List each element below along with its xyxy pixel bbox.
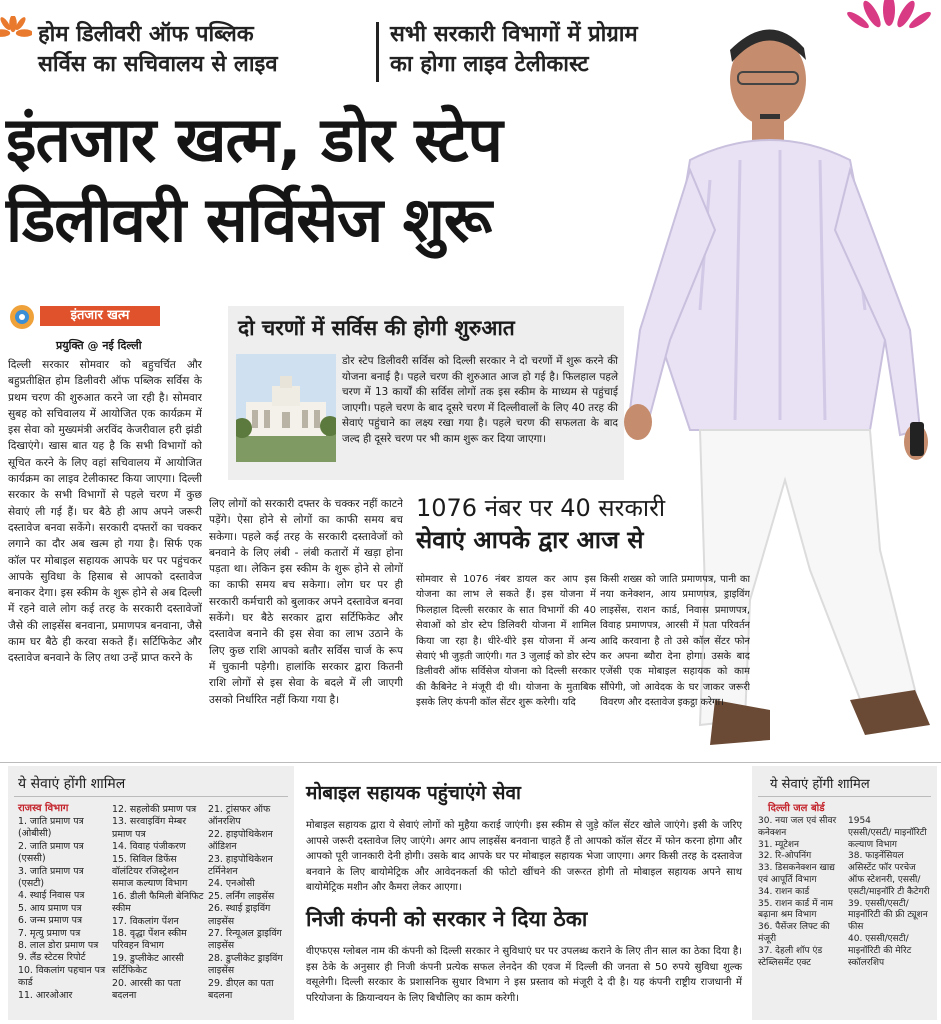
list-item: 22. हाइपोथिकेशन ऑडिशन <box>208 828 273 853</box>
phase-box-title: दो चरणों में सर्विस की होगी शुरुआत <box>238 316 515 340</box>
services-left-rule <box>14 796 288 797</box>
mobile-story-text: मोबाइल सहायक द्वारा ये सेवाएं लोगों को मुहैया कराई जाएंगी। इस स्कीम से जुड़े कॉल सेंटर खोले जाएंगे। इसी के जरिए आपसे जरूरी दस्तावेज लिए जाएंगे। अगर आप लाइसेंस बनवाना चाहते हैं तो आपको कॉल सेंटर में फोन करना होगा और आपको पूरी जानकारी देनी होगी। उसके बाद आपके घर पर मोबाइल सहायक भेजा जाएगा। अगर किसी तरह के दस्तावेज बनवाने के लिए बायोमेट्रिक और आवेदनकर्ता की फोटो खींचने की जरूरत होगी तो मोबाइल सहायक अपने साथ बायोमेट्रिक मशीन और कैमरा लेकर आएगा। <box>306 820 742 894</box>
list-item: समाज कल्याण विभाग <box>112 878 188 890</box>
list-item: 19. डुप्लीकेट आरसी सर्टिफिकेट <box>112 952 184 977</box>
services-right-title: ये सेवाएं होंगी शामिल <box>770 777 870 792</box>
section-divider <box>0 762 941 763</box>
list-item: 16. डीली फैमिली बेनिफिट स्कीम <box>112 890 204 915</box>
kicker-right-line1: सभी सरकारी विभागों में प्रोग्राम <box>390 22 638 47</box>
headline-line1: इंतजार खत्म, डोर स्टेप <box>6 103 502 176</box>
list-item: 1954 <box>848 816 871 826</box>
list-item: 11. आरओआर <box>18 989 73 1001</box>
kicker-separator <box>376 22 379 82</box>
list-item: 20. आरसी का पता बदलना <box>112 977 181 1002</box>
list-item: 14. विवाह पंजीकरण <box>112 841 186 853</box>
services-left-list-2 <box>112 804 204 1003</box>
kicker-left <box>38 20 378 80</box>
list-item: 12. सहलोकी प्रमाण पत्र <box>112 804 197 815</box>
private-story-text: वीएफएस ग्लोबल नाम की कंपनी को दिल्ली सरकार ने सुविधाएं घर पर उपलब्ध कराने के लिए तीन साल का ठेका दिया है। इस ठेके के अनुसार ही निजी कंपनी प्रत्येक सफल लेनदेन की एवज में दिल्ली की जनता से 50 रुपये सुविधा शुल्क वसूलेगी। दिल्ली सरकार के प्रशासनिक सुधार विभाग ने इस प्रस्ताव को मंजूरी दे दी है। यह कंपनी राष्ट्रीय राजधानी में परियोजना के क्रियान्वयन के लिए बिचौलिए का काम करेगी। <box>306 946 742 1004</box>
section-badge: इंतजार खत्म <box>40 306 160 326</box>
list-item: 23. हाइपोथिकेशन टर्मिनेशन <box>208 853 273 878</box>
list-item: 15. सिविल डिफेंस वॉलंटियर रजिस्ट्रेशन <box>112 853 179 878</box>
list-item: 37. देहली शॉप एंड स्टेब्लिसमेंट एक्ट <box>758 945 823 968</box>
services-left-list-1 <box>18 816 106 1002</box>
services-left-title: ये सेवाएं होंगी शामिल <box>18 776 126 792</box>
list-item: 36. पैसेंजर लिफ्ट की मंजूरी <box>758 922 830 944</box>
story-1076-title-line1: 1076 नंबर पर 40 सरकारी <box>416 494 666 522</box>
list-item: 1. जाति प्रमाण पत्र (ओबीसी) <box>18 816 84 840</box>
emblem-icon <box>8 303 36 331</box>
list-item: 27. रिन्यूअल ड्राइविंग लाइसेंस <box>208 928 282 952</box>
list-item: 7. मृत्यु प्रमाण पत्र <box>18 927 81 939</box>
list-item: 18. वृद्धा पेंशन स्कीम परिवहन विभाग <box>112 928 187 952</box>
main-story-column-1: दिल्ली सरकार सोमवार को बहुचर्चित और बहुप्रतीक्षित होम डिलीवरी ऑफ पब्लिक सर्विस के प्रथम चरण की शुरुआत करने जा रही है। सोमवार सुबह को सचिवालय में आयोजित एक कार्यक्रम में इस सेवा को मुख्यमंत्री अरविंद केजरीवाल हरी झंडी दिखाएंगे। खास बात यह है कि सभी विभागों को सूचित करने के लिए वहां सचिवालय में आयोजित कार्यक्रम का लाइव टेलीकास्ट किया जाएगा। दिल्ली सरकार के सभी विभागों से पहले चरण में कुछ सेवाएं ली गई हैं। घर बैठे ही आप अपने जरूरी दस्तावेज बनवा सकेंगे। सरकारी दफ्तरों का चक्कर लगाने का दौर अब खत्म हो गया है। सिर्फ एक कॉल पर मोबाइल सहायक आपके घर पर पहुंचकर आपके सुविधा के हिसाब से आपको दस्तावेज बनाकर देगा। इस स्कीम के शुरू होने से अब दिल्ली में रहने वाले लोग कई तरह के सरकारी दस्तावेजों जैसे की लाइसेंस बनवाना, प्रमाणपत्र बनवाना, जैसे काम घर बैठे ही करवा सकते हैं। सर्टिफिकेट और दस्तावेज बनवाने के लिए तथा उन्हें प्राप्त करने के <box>8 359 202 665</box>
services-right-box <box>752 766 937 1020</box>
services-left-list-3 <box>208 804 290 1003</box>
private-story-title: निजी कंपनी को सरकार ने दिया ठेका <box>306 907 588 931</box>
story-1076-title-line2: सेवाएं आपके द्वार आज से <box>416 526 644 554</box>
phase-box-text: डोर स्टेप डिलीवरी सर्विस को दिल्ली सरकार ने दो चरणों में शुरू करने की योजना बनाई है। पहले चरण की शुरुआत आज हो गई है। फिलहाल पहले चरण में 13 कार्यों की सर्विस लोगों तक इस स्कीम के माध्यम से पहुंचाई जाएगी। पहले चरण के बाद दूसरे चरण में दिल्लीवालों के लिए 40 तरह की सेवाएं पहुंचाने का लक्ष्य रखा गया है। पहले चरण की सफलता के बाद जल्द ही दूसरे चरण पर भी काम शुरू कर दिया जाएगा। <box>342 355 618 445</box>
list-item: 2. जाति प्रमाण पत्र (एससी) <box>18 840 84 865</box>
byline: प्रयुक्ति @ नई दिल्ली <box>56 339 142 352</box>
list-item: 13. सरवाइविंग मेम्बर प्रमाण पत्र <box>112 816 187 840</box>
flower-icon <box>0 16 32 54</box>
story-1076-column-2: किसी शख्स को जाति प्रमाणपत्र, पानी का नया कनेक्शन, आय प्रमाणपत्र, ड्राइविंग लाइसेंस, राशन कार्ड, निवास प्रमाणपत्र, विवाह प्रमाणपत्र, आरसी में पता परिवर्तन आदि करवाना है तो उसे कॉल सेंटर फोन कर अपना ब्यौरा देना होगा। उसके बाद एजेंसी एक मोबाइल सहायक को काम सौंपेगी, जो आवेदक के घर जाकर जरूरी विवरण और दस्तावेज इकट्ठा करेगा। <box>600 574 750 709</box>
list-item: 25. लर्निंग लाइसेंस <box>208 890 275 902</box>
services-right-dept: दिल्ली जल बोर्ड <box>768 803 825 814</box>
list-item: 24. एनओसी <box>208 878 255 890</box>
list-item: 4. स्थाई निवास पत्र <box>18 890 85 902</box>
services-right-list-1 <box>758 816 842 969</box>
phase-box <box>228 306 624 480</box>
secretariat-photo <box>236 354 336 462</box>
list-item: 30. नया जल एवं सीवर कनेक्शन <box>758 816 837 838</box>
kicker-left-line2: सर्विस का सचिवालय से लाइव <box>38 52 278 77</box>
kicker-left-line1: होम डिलीवरी ऑफ पब्लिक <box>38 22 254 47</box>
list-item: 17. विकलांग पेंशन <box>112 915 179 927</box>
list-item: 31. म्यूटेशन <box>758 839 799 850</box>
list-item: 5. आय प्रमाण पत्र <box>18 902 82 914</box>
list-item: 33. डिसकनेक्शन खाद्य एवं आपूर्ति विभाग <box>758 863 835 885</box>
story-1076-column-1: सोमवार से 1076 नंबर डायल कर आप इस योजना का लाभ ले सकते हैं। इस योजना में फिलहाल दिल्ली सरकार के सात विभागों की 40 सेवाओं को डोर स्टेप डिलिवरी योजना में शामिल किया जा रहा है। धीरे-धीरे इस योजना में अन्य सेवाएं भी जुड़ती जाएंगी। गत 3 जुलाई को डोर स्टेप डिलीवरी ऑफ सर्विसेज योजना को दिल्ली सरकार की कैबिनेट ने मंजूरी दी थी। योजना के मुताबिक इसके लिए कंपनी कॉल सेंटर शुरू करेगी। यदि <box>416 574 596 709</box>
list-item: 3. जाति प्रमाण पत्र (एसटी) <box>18 865 84 890</box>
list-item: एससी/एसटी/ माइनॉरिटी कल्याण विभाग <box>848 827 927 850</box>
list-item: 35. राशन कार्ड में नाम बढ़ाना श्रम विभाग <box>758 898 834 921</box>
services-right-rule <box>758 796 931 797</box>
list-item: 29. डीएल का पता बदलना <box>208 977 274 1002</box>
list-item: 38. फाइनेंसियल असिस्टेंट फॉर परचेज ऑफ स्टेशनरी, एससी/एसटी/माइनॉरि टी कैटेगरी <box>848 851 930 897</box>
main-story-column-2: लिए लोगों को सरकारी दफ्तर के चक्कर नहीं काटने पड़ेंगे। ऐसा होने से लोगों का काफी समय बच सकेगा। पहले कई तरह के सरकारी दस्तावेजों को बनवाने के लिए लंबी - लंबी कतारों में खड़ा होना पड़ता था। लेकिन इस स्कीम के शुरू होने से लोगों का काफी समय बच सकेगा। लोग घर पर ही सरकारी कर्मचारी को बुलाकर अपने दस्तावेज बनवा सकेंगे। घर बैठे सरकार द्वारा सर्टिफिकेट और दस्तावेज बनाने की इस सेवा का लाभ उठाने के लिए कुछ राशि आपको बतौर सर्विस चार्ज के रूप में चुकानी पड़ेगी। हालांकि सरकार द्वारा कितनी राशि लोगों से इस सेवा के बदले में ली जाएगी उसको निर्धारित नहीं किया गया है। <box>209 498 403 706</box>
list-item: 10. विकलांग पहचान पत्र कार्ड <box>18 964 106 989</box>
list-item: 9. लैंड स्टेटस रिपोर्ट <box>18 952 86 964</box>
services-left-box <box>8 766 294 1020</box>
services-left-dept: राजस्व विभाग <box>18 803 69 814</box>
list-item: 39. एससी/एसटी/ माइनॉरिटी की फ्री ट्यूशन फीस <box>848 898 928 933</box>
list-item: 28. डुप्लीकेट ड्राइविंग लाइसेंस <box>208 952 283 977</box>
kicker-right-line2: का होगा लाइव टेलीकास्ट <box>390 52 589 77</box>
mobile-story-title: मोबाइल सहायक पहुंचाएंगे सेवा <box>306 782 521 804</box>
list-item: 34. राशन कार्ड <box>758 886 810 897</box>
list-item: 8. लाल डोरा प्रमाण पत्र <box>18 940 99 952</box>
services-right-list-2 <box>848 816 932 969</box>
page-headline <box>6 100 706 260</box>
headline-line2: डिलीवरी सर्विसेज शुरू <box>6 183 492 256</box>
list-item: 6. जन्म प्रमाण पत्र <box>18 915 83 927</box>
list-item: 21. ट्रांसफर ऑफ ऑनरशिप <box>208 804 271 828</box>
list-item: 32. रि-ओपनिंग <box>758 851 812 862</box>
list-item: 26. स्थाई ड्राइविंग लाइसेंस <box>208 903 271 927</box>
story-1076-title <box>416 492 716 556</box>
list-item: 40. एससी/एसटी/ माइनॉरिटी की मेरिट स्कॉलरशिप <box>848 933 912 968</box>
